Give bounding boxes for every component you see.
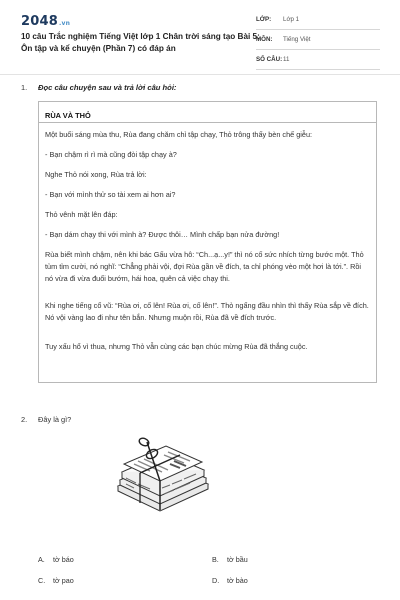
- option-letter: B.: [212, 555, 219, 564]
- answer-option-d[interactable]: [212, 576, 248, 585]
- option-text: tờ bào: [227, 576, 248, 585]
- story-title-divider: [39, 122, 376, 123]
- story-paragraph: Thỏ vênh mặt lên đáp:: [45, 210, 118, 219]
- logo-suffix: .vn: [58, 20, 71, 27]
- story-paragraph: - Bạn với mình thử so tài xem ai hơn ai?: [45, 190, 176, 199]
- story-paragraph: Tuy xấu hổ vì thua, nhưng Thỏ vẫn cùng các bạn chúc mừng Rùa đã thắng cuộc.: [45, 342, 308, 351]
- story-paragraph: - Bạn dám chạy thi với mình à? Được thôi… Mình chấp bạn nửa đường!: [45, 230, 280, 239]
- story-paragraph: Khi nghe tiếng cổ vũ: “Rùa ơi, cố lên! Rùa ơi, cố lên!”. Thỏ ngẩng đầu nhìn thì thấy Rùa sắp về đích. Nó vội vàng lao đi như tên bắn. Nhưng muộn rồi, Rùa đã về đích trước.: [45, 301, 369, 322]
- story-paragraph: Một buổi sáng mùa thu, Rùa đang chăm chỉ tập chạy, Thỏ trông thấy bèn chế giễu:: [45, 130, 313, 139]
- question-prompt: Đây là gì?: [38, 415, 72, 424]
- newspaper-bundle-icon: [110, 428, 215, 513]
- option-text: tờ bầu: [227, 555, 248, 564]
- option-letter: C.: [38, 576, 46, 585]
- page-header: [0, 0, 400, 76]
- question-number: 2.: [21, 415, 28, 424]
- question-number: 1.: [21, 83, 28, 92]
- option-text: tờ báo: [53, 555, 74, 564]
- logo-text: 2048: [21, 14, 58, 29]
- story-paragraph: Rùa biết mình chậm, nên khi bác Gấu vừa hô: “Ch...ạ...y!” thì nó cố sức nhích từng bước một. Thỏ tủm tỉm cười, nó nghĩ: “Chẳng phải vội, đợi Rùa gần về đích, ta chỉ phóng vèo một hơi là tới.”. Rồi nó vừa đi vừa đuổi bướm, hái hoa, quên cả việc chạy thi.: [45, 250, 364, 283]
- meta-value: 11: [283, 56, 290, 63]
- meta-value: Tiếng Việt: [283, 36, 311, 43]
- answer-option-a[interactable]: [38, 555, 74, 564]
- header-divider: [0, 74, 400, 75]
- site-logo[interactable]: [21, 14, 70, 29]
- meta-label: SỐ CÂU:: [256, 56, 283, 63]
- option-letter: A.: [38, 555, 45, 564]
- option-letter: D.: [212, 576, 220, 585]
- answer-option-b[interactable]: [212, 555, 248, 564]
- meta-row-class: [256, 15, 380, 30]
- meta-value: Lớp 1: [283, 16, 300, 23]
- meta-label: LỚP:: [256, 16, 272, 23]
- story-paragraph: Nghe Thỏ nói xong, Rùa trả lời:: [45, 170, 147, 179]
- meta-label: MÔN:: [256, 36, 273, 43]
- question-prompt: Đọc câu chuyện sau và trả lời câu hỏi:: [38, 83, 177, 92]
- story-box: [38, 101, 377, 383]
- document-meta: [256, 15, 380, 75]
- story-title: RÙA VÀ THỎ: [45, 111, 91, 120]
- meta-row-count: [256, 55, 380, 70]
- meta-row-subject: [256, 35, 380, 50]
- option-text: tờ pao: [53, 576, 74, 585]
- answer-option-c[interactable]: [38, 576, 74, 585]
- document-title: 10 câu Trắc nghiệm Tiếng Việt lớp 1 Chân trời sáng tạo Bài 5: Ôn tập và kể chuyện (Phần 7) có đáp án: [21, 32, 260, 53]
- story-paragraph: - Bạn chậm rì rì mà cũng đòi tập chạy à?: [45, 150, 177, 159]
